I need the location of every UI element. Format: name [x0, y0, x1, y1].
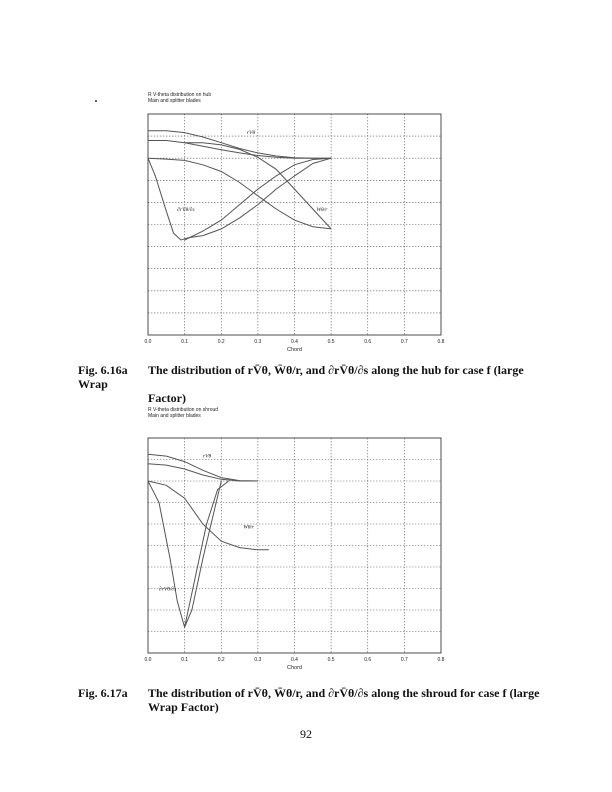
x-tick-label: 0.8	[437, 657, 445, 663]
curve-label-drv: ∂rVθ/∂s	[158, 586, 177, 593]
curve-label-rv: rVθ	[202, 453, 212, 460]
curve-label-w: Wθ/r	[243, 524, 255, 531]
x-tick-label: 0.8	[437, 339, 445, 345]
x-tick-label: 0.7	[400, 657, 408, 663]
x-axis-label: Chord	[287, 665, 302, 671]
x-tick-label: 0.4	[291, 657, 298, 663]
figure-2-caption	[78, 686, 548, 714]
figure-2-title-line1: R V-theta distribution on shroud	[148, 407, 219, 413]
x-tick-label: 0.1	[181, 657, 189, 663]
x-tick-label: 0.2	[217, 339, 225, 345]
figure-2-caption-continuation: Wrap Factor)	[148, 700, 219, 714]
x-tick-label: 0.7	[400, 339, 408, 345]
figure-1-caption-continuation: Factor)	[148, 391, 186, 405]
x-tick-label: 0.1	[181, 339, 189, 345]
page-number: 92	[300, 727, 312, 741]
figure-2-caption-number: Fig. 6.17a	[78, 686, 128, 700]
x-tick-label: 0.5	[327, 657, 335, 663]
curve-label-rv: rVθ	[246, 129, 256, 136]
figure-1-title-line1: R V-theta distribution on hub	[148, 92, 212, 98]
x-tick-label: 0.0	[144, 657, 152, 663]
x-tick-label: 0.5	[327, 339, 335, 345]
x-tick-label: 0.0	[144, 339, 152, 345]
figure-1-caption-text: The distribution of rV̄θ, W̄θ/r, and ∂rV̄θ/∂s along the hub for case f (large Wrap	[78, 363, 524, 391]
figure-1-caption-number: Fig. 6.16a	[78, 363, 128, 377]
x-tick-label: 0.6	[364, 339, 372, 345]
curve-label-w: Wθ/r	[316, 207, 328, 214]
x-tick-label: 0.2	[217, 657, 225, 663]
figure-1-title-line2: Main and splitter blades	[148, 98, 201, 104]
x-tick-label: 0.6	[364, 657, 372, 663]
grid	[148, 438, 441, 653]
series-line	[148, 481, 221, 627]
x-tick-label: 0.3	[254, 657, 262, 663]
figure-2-caption-text: The distribution of rV̄θ, W̄θ/r, and ∂rV̄θ/∂s along the shroud for case f (large	[148, 686, 540, 700]
series-line	[185, 481, 229, 627]
x-tick-label: 0.4	[291, 339, 298, 345]
x-axis-label: Chord	[287, 347, 302, 353]
curve-label-drv: ∂rVθ/∂s	[177, 207, 195, 214]
series-line	[148, 464, 258, 481]
figure-2-title-line2: Main and splitter blades	[148, 413, 201, 419]
x-tick-label: 0.3	[254, 339, 262, 345]
